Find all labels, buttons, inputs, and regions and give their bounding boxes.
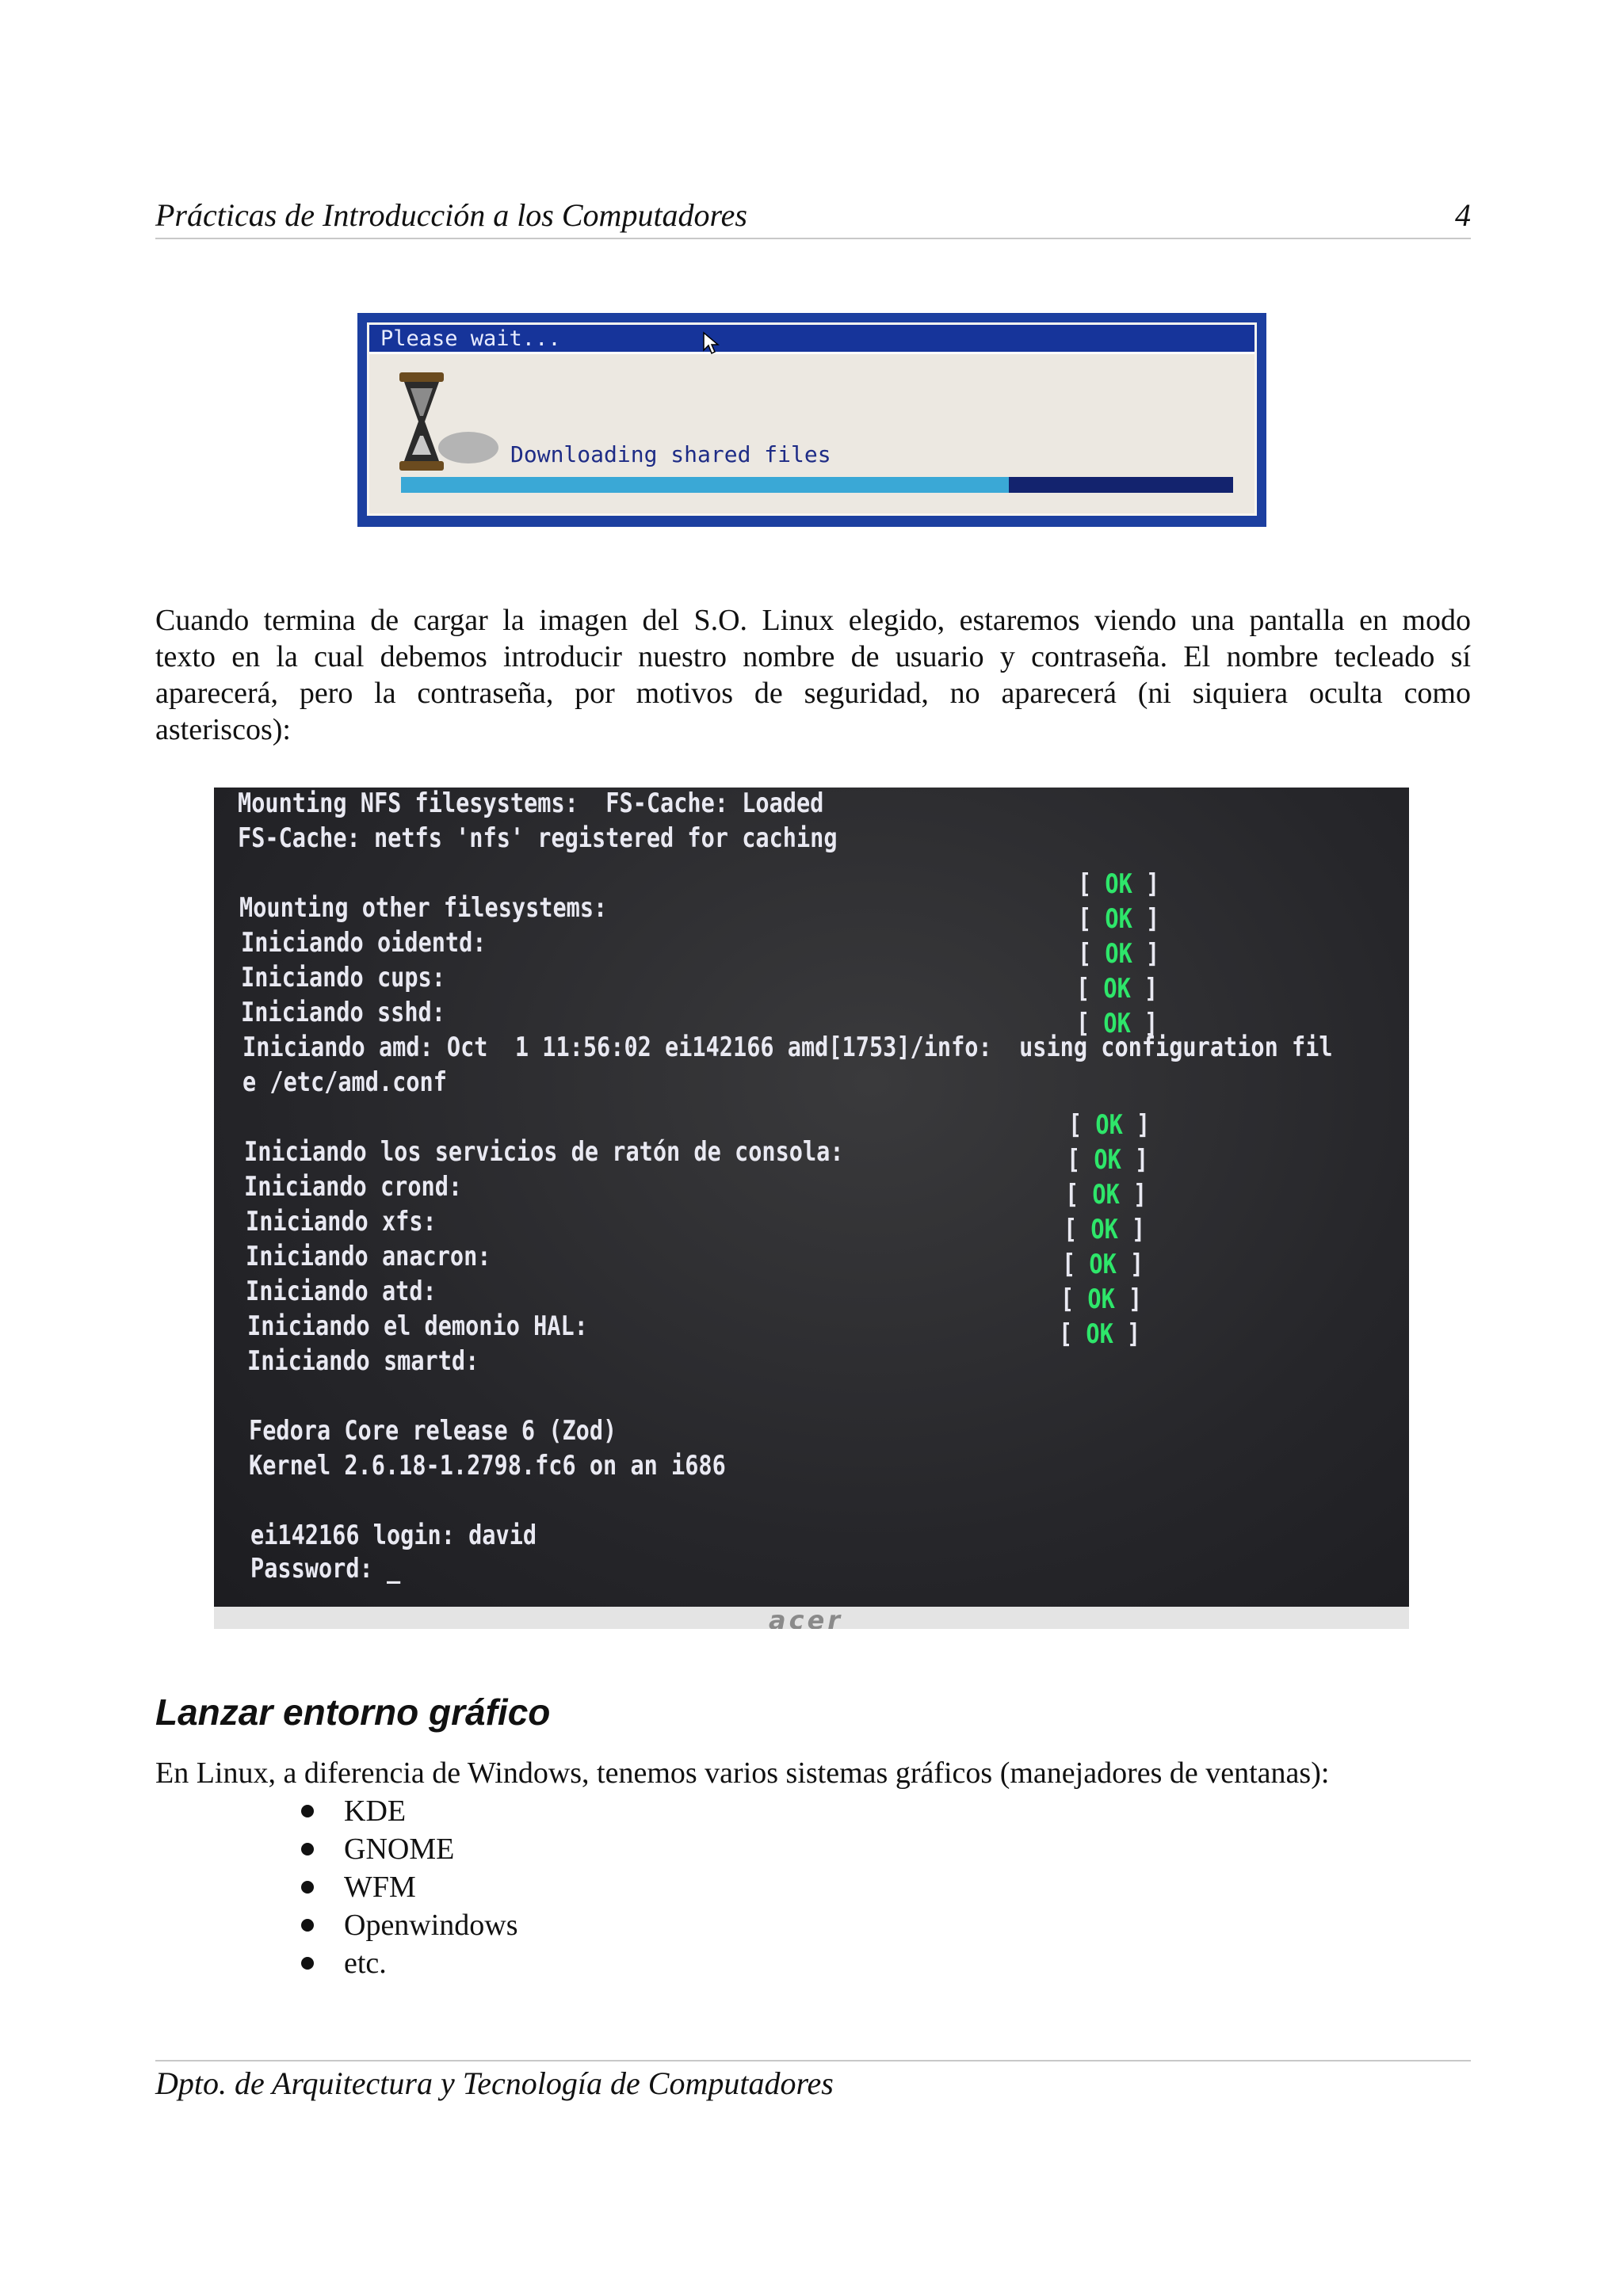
hourglass-icon bbox=[393, 372, 512, 475]
progress-fill bbox=[401, 477, 1009, 493]
ok-status bbox=[1078, 903, 1159, 935]
section-intro: En Linux, a diferencia de Windows, tenemos varios sistemas gráficos (manejadores de ventanas): bbox=[155, 1756, 1330, 1790]
terminal-line: Iniciando cups: bbox=[241, 962, 445, 994]
dialog-message: Downloading shared files bbox=[510, 441, 831, 467]
monitor-bezel bbox=[214, 1607, 1409, 1629]
ok-bracket-left: [ bbox=[1065, 1179, 1093, 1211]
header-divider bbox=[155, 238, 1471, 239]
ok-bracket-left: [ bbox=[1078, 938, 1106, 970]
please-wait-dialog-image bbox=[357, 313, 1266, 527]
bullet-icon bbox=[301, 1843, 314, 1855]
list-item-label: GNOME bbox=[344, 1833, 455, 1866]
ok-status bbox=[1068, 1109, 1150, 1141]
ok-bracket-right: ] bbox=[1132, 868, 1160, 900]
terminal-line: Iniciando atd: bbox=[246, 1276, 437, 1307]
page-number: 4 bbox=[1455, 197, 1471, 233]
ok-bracket-left: [ bbox=[1059, 1318, 1086, 1350]
bullet-icon bbox=[301, 1919, 314, 1932]
terminal-line: Iniciando smartd: bbox=[247, 1345, 479, 1377]
list-item-label: Openwindows bbox=[344, 1909, 518, 1942]
ok-status bbox=[1062, 1249, 1144, 1280]
list-item bbox=[301, 1906, 518, 1944]
ok-status bbox=[1060, 1283, 1142, 1315]
terminal-line: Iniciando amd: Oct 1 11:56:02 ei142166 amd[1753]/info: using configuration fil bbox=[242, 1032, 1333, 1063]
ok-bracket-right: ] bbox=[1114, 1283, 1143, 1315]
footer-divider bbox=[155, 2060, 1471, 2061]
terminal-line: e /etc/amd.conf bbox=[242, 1066, 447, 1098]
terminal-line: Kernel 2.6.18-1.2798.fc6 on an i686 bbox=[249, 1450, 726, 1482]
ok-status bbox=[1078, 868, 1159, 900]
paragraph-line: texto en la cual debemos introducir nuestro nombre de usuario y contraseña. El nombre tecleado sí bbox=[155, 640, 1471, 673]
ok-word: OK bbox=[1105, 938, 1132, 970]
ok-bracket-right: ] bbox=[1113, 1318, 1141, 1350]
paragraph-line: aparecerá, pero la contraseña, por motivos de seguridad, no aparecerá (ni siquiera oculta como bbox=[155, 677, 1471, 710]
dialog-title: Please wait... bbox=[380, 326, 561, 351]
footer-text: Dpto. de Arquitectura y Tecnología de Computadores bbox=[155, 2065, 834, 2101]
ok-status bbox=[1059, 1318, 1140, 1350]
ok-bracket-right: ] bbox=[1132, 903, 1160, 935]
ok-word: OK bbox=[1105, 903, 1132, 935]
terminal-line: FS-Cache: netfs 'nfs' registered for caching bbox=[238, 822, 838, 854]
bullet-icon bbox=[301, 1881, 314, 1894]
terminal-line: Fedora Core release 6 (Zod) bbox=[249, 1415, 617, 1447]
body-paragraph bbox=[155, 602, 1471, 748]
window-manager-list bbox=[301, 1792, 518, 1982]
terminal-line: Mounting other filesystems: bbox=[239, 892, 608, 924]
ok-word: OK bbox=[1086, 1318, 1113, 1350]
ok-bracket-left: [ bbox=[1076, 973, 1104, 1005]
ok-bracket-left: [ bbox=[1067, 1144, 1094, 1176]
list-item-label: KDE bbox=[344, 1794, 407, 1828]
list-item bbox=[301, 1868, 518, 1906]
ok-bracket-left: [ bbox=[1078, 903, 1106, 935]
ok-bracket-left: [ bbox=[1062, 1249, 1090, 1280]
ok-word: OK bbox=[1103, 973, 1131, 1005]
ok-bracket-left: [ bbox=[1064, 1214, 1091, 1245]
ok-word: OK bbox=[1092, 1179, 1120, 1211]
terminal-line: Iniciando sshd: bbox=[241, 997, 445, 1028]
ok-bracket-right: ] bbox=[1117, 1214, 1146, 1245]
ok-status bbox=[1076, 973, 1158, 1005]
list-item bbox=[301, 1944, 518, 1982]
ok-status bbox=[1064, 1214, 1145, 1245]
mouse-pointer-icon bbox=[702, 331, 720, 355]
ok-word: OK bbox=[1095, 1109, 1123, 1141]
paragraph-line: Cuando termina de cargar la imagen del S.O. Linux elegido, estaremos viendo una pantalla en modo bbox=[155, 604, 1471, 637]
terminal-line: Password: _ bbox=[250, 1553, 401, 1585]
ok-bracket-left: [ bbox=[1068, 1109, 1096, 1141]
terminal-line: Iniciando el demonio HAL: bbox=[247, 1310, 588, 1342]
terminal-line: Mounting NFS filesystems: FS-Cache: Loaded bbox=[238, 788, 824, 819]
ok-word: OK bbox=[1090, 1214, 1118, 1245]
header-title: Prácticas de Introducción a los Computadores bbox=[155, 197, 747, 233]
monitor-brand-logo: acer bbox=[769, 1605, 844, 1629]
ok-bracket-right: ] bbox=[1121, 1144, 1149, 1176]
ok-bracket-left: [ bbox=[1060, 1283, 1088, 1315]
list-item-label: etc. bbox=[344, 1947, 387, 1980]
ok-status bbox=[1065, 1179, 1147, 1211]
ok-word: OK bbox=[1089, 1249, 1117, 1280]
ok-bracket-right: ] bbox=[1130, 973, 1159, 1005]
ok-bracket-right: ] bbox=[1119, 1179, 1148, 1211]
list-item bbox=[301, 1830, 518, 1868]
ok-bracket-right: ] bbox=[1122, 1109, 1151, 1141]
bullet-icon bbox=[301, 1957, 314, 1970]
terminal-line: ei142166 login: david bbox=[250, 1520, 537, 1551]
ok-bracket-left: [ bbox=[1078, 868, 1106, 900]
terminal-line: Iniciando los servicios de ratón de consola: bbox=[244, 1136, 844, 1168]
paragraph-line: asteriscos): bbox=[155, 713, 291, 746]
list-item bbox=[301, 1792, 518, 1830]
terminal-line: Iniciando crond: bbox=[244, 1171, 463, 1203]
terminal-line: Iniciando xfs: bbox=[246, 1206, 437, 1238]
terminal-boot-image bbox=[214, 788, 1409, 1629]
list-item-label: WFM bbox=[344, 1871, 416, 1904]
dialog-body bbox=[367, 322, 1257, 516]
terminal-line: Iniciando anacron: bbox=[246, 1241, 491, 1272]
section-heading: Lanzar entorno gráfico bbox=[155, 1691, 551, 1733]
ok-word: OK bbox=[1094, 1144, 1121, 1176]
ok-bracket-right: ] bbox=[1132, 938, 1160, 970]
dialog-title-bar bbox=[369, 325, 1254, 354]
ok-status bbox=[1076, 1008, 1158, 1039]
ok-word: OK bbox=[1087, 1283, 1115, 1315]
ok-bracket-right: ] bbox=[1116, 1249, 1144, 1280]
ok-bracket-right: ] bbox=[1130, 1008, 1159, 1039]
ok-status bbox=[1078, 938, 1159, 970]
ok-word: OK bbox=[1105, 868, 1132, 900]
ok-status bbox=[1067, 1144, 1148, 1176]
ok-bracket-left: [ bbox=[1076, 1008, 1104, 1039]
progress-bar bbox=[401, 477, 1233, 493]
terminal-line: Iniciando oidentd: bbox=[241, 927, 487, 959]
ok-word: OK bbox=[1103, 1008, 1131, 1039]
bullet-icon bbox=[301, 1805, 314, 1817]
